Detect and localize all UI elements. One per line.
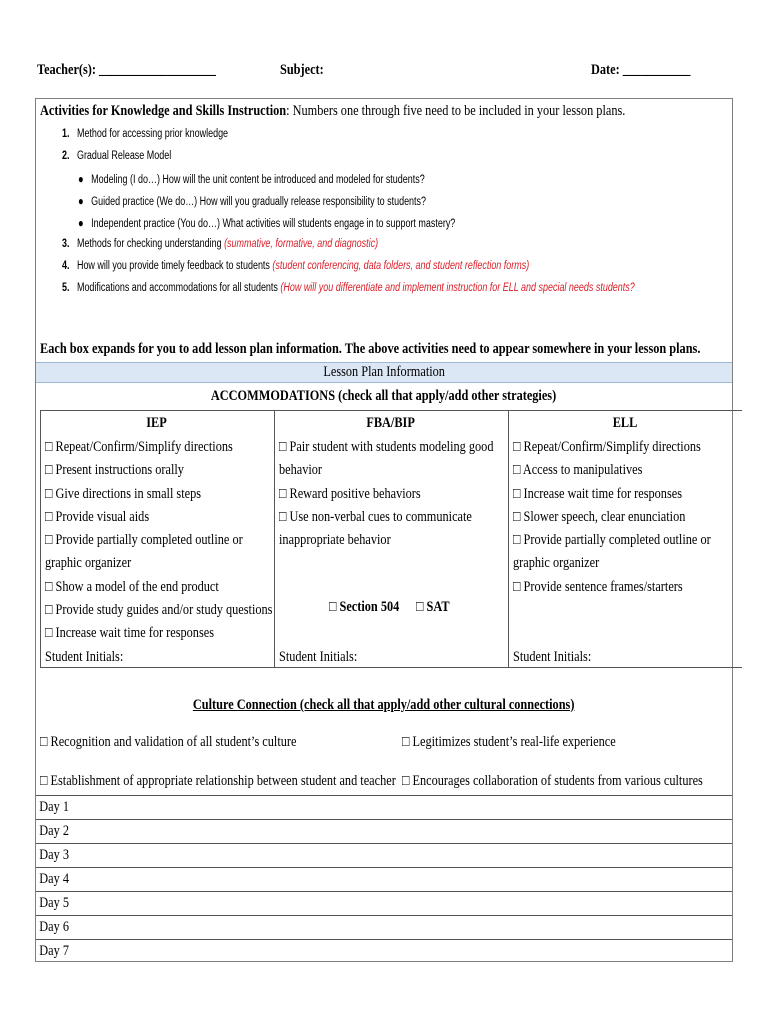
bullet-item: ● Modeling (I do…) How will the unit content be introduced and modeled for students? bbox=[78, 172, 425, 186]
checkbox-item[interactable]: □ Provide sentence frames/starters bbox=[513, 578, 683, 595]
subject-field[interactable]: Subject: bbox=[280, 62, 324, 78]
bullet-item: ● Independent practice (You do…) What activities will students engage in to support mastery? bbox=[78, 216, 456, 230]
instructions-title: Activities for Knowledge and Skills Instruction bbox=[40, 103, 287, 119]
culture-checkbox[interactable]: □ Recognition and validation of all student’s culture bbox=[40, 734, 297, 750]
date-field[interactable]: Date: ___________ bbox=[591, 62, 691, 78]
instructions-heading bbox=[40, 103, 625, 120]
culture-checkbox[interactable]: □ Establishment of appropriate relationship between student and teacher bbox=[40, 773, 396, 789]
section-504-checkbox[interactable]: □ Section 504 bbox=[329, 599, 400, 615]
checkbox-item[interactable]: □ Access to manipulatives bbox=[513, 462, 643, 479]
student-initials[interactable]: Student Initials: bbox=[513, 649, 592, 665]
day-row[interactable] bbox=[36, 867, 732, 891]
day-row[interactable] bbox=[36, 939, 732, 963]
checkbox-item[interactable]: □ Provide study guides and/or study questions bbox=[45, 602, 273, 619]
iep-list bbox=[45, 436, 275, 669]
day-label: Day 2 bbox=[39, 823, 70, 839]
list-item: 3. Methods for checking understanding (summative, formative, and diagnostic) bbox=[62, 238, 379, 250]
expand-note: Each box expands for you to add lesson plan information. The above activities need to appear somewhere in your lesson plans. bbox=[40, 341, 701, 357]
fba-heading: FBA/BIP bbox=[366, 415, 416, 431]
fba-heading-cell bbox=[274, 414, 508, 432]
list-item: 5. Modifications and accommodations for all students (How will you differentiate and implement instruction for ELL and special needs students? bbox=[62, 282, 635, 294]
day-label: Day 4 bbox=[39, 871, 70, 887]
culture-checkbox[interactable]: □ Encourages collaboration of students from various cultures bbox=[402, 773, 703, 789]
checkbox-item[interactable]: □ Provide partially completed outline or bbox=[513, 532, 711, 549]
checkbox-item[interactable]: □ Increase wait time for responses bbox=[45, 625, 214, 642]
ell-list bbox=[513, 436, 743, 599]
list-item: 4. How will you provide timely feedback to students (student conferencing, data folders, and student reflection forms) bbox=[62, 260, 530, 272]
day-label: Day 3 bbox=[39, 847, 70, 863]
day-row[interactable] bbox=[36, 915, 732, 939]
student-initials[interactable]: Student Initials: bbox=[45, 648, 124, 665]
iep-heading-cell bbox=[40, 414, 274, 432]
table-divider bbox=[40, 410, 41, 668]
fba-list bbox=[279, 436, 509, 552]
lesson-plan-title: Lesson Plan Information bbox=[323, 364, 445, 380]
checkbox-item[interactable]: □ Repeat/Confirm/Simplify directions bbox=[513, 439, 701, 455]
checkbox-item-continued: behavior bbox=[279, 462, 323, 479]
day-label: Day 1 bbox=[39, 799, 70, 815]
accommodations-title: ACCOMMODATIONS (check all that apply/add other strategies) bbox=[211, 388, 557, 404]
day-label: Day 5 bbox=[39, 895, 70, 911]
culture-title: Culture Connection (check all that apply/add other cultural connections) bbox=[193, 697, 575, 713]
sat-checkbox[interactable]: □ SAT bbox=[416, 599, 450, 615]
iep-heading: IEP bbox=[146, 415, 168, 431]
ell-heading: ELL bbox=[612, 415, 638, 431]
checkbox-item-continued: inappropriate behavior bbox=[279, 532, 391, 549]
checkbox-item[interactable]: □ Use non-verbal cues to communicate bbox=[279, 508, 472, 525]
checkbox-item[interactable]: □ Repeat/Confirm/Simplify directions bbox=[45, 439, 233, 455]
day-row[interactable] bbox=[36, 795, 732, 819]
instructions-note: : Numbers one through five need to be included in your lesson plans. bbox=[286, 103, 626, 119]
culture-checkbox[interactable]: □ Legitimizes student’s real-life experience bbox=[402, 734, 616, 750]
checkbox-item[interactable]: □ Show a model of the end product bbox=[45, 578, 219, 595]
checkbox-item-continued: graphic organizer bbox=[513, 555, 600, 572]
checkbox-item[interactable]: □ Slower speech, clear enunciation bbox=[513, 508, 686, 525]
checkbox-item[interactable]: □ Increase wait time for responses bbox=[513, 485, 682, 502]
checkbox-item[interactable]: □ Give directions in small steps bbox=[45, 485, 202, 502]
day-row[interactable] bbox=[36, 891, 732, 915]
checkbox-item[interactable]: □ Reward positive behaviors bbox=[279, 485, 421, 502]
bullet-item: ● Guided practice (We do…) How will you gradually release responsibility to students? bbox=[78, 194, 427, 208]
student-initials[interactable]: Student Initials: bbox=[279, 649, 358, 665]
day-row[interactable] bbox=[36, 819, 732, 843]
checkbox-item[interactable]: □ Pair student with students modeling good bbox=[279, 439, 494, 455]
day-label: Day 7 bbox=[39, 943, 70, 959]
teacher-field[interactable]: Teacher(s): ___________________ bbox=[37, 62, 216, 78]
checkbox-item[interactable]: □ Provide visual aids bbox=[45, 508, 150, 525]
list-item: 2. Gradual Release Model bbox=[62, 150, 172, 162]
checkbox-item[interactable]: □ Present instructions orally bbox=[45, 462, 184, 479]
day-label: Day 6 bbox=[39, 919, 70, 935]
day-row[interactable] bbox=[36, 843, 732, 867]
checkbox-item[interactable]: □ Provide partially completed outline or bbox=[45, 532, 243, 549]
checkbox-item-continued: graphic organizer bbox=[45, 555, 132, 572]
ell-heading-cell bbox=[508, 414, 742, 432]
list-item: 1. Method for accessing prior knowledge bbox=[62, 128, 229, 140]
